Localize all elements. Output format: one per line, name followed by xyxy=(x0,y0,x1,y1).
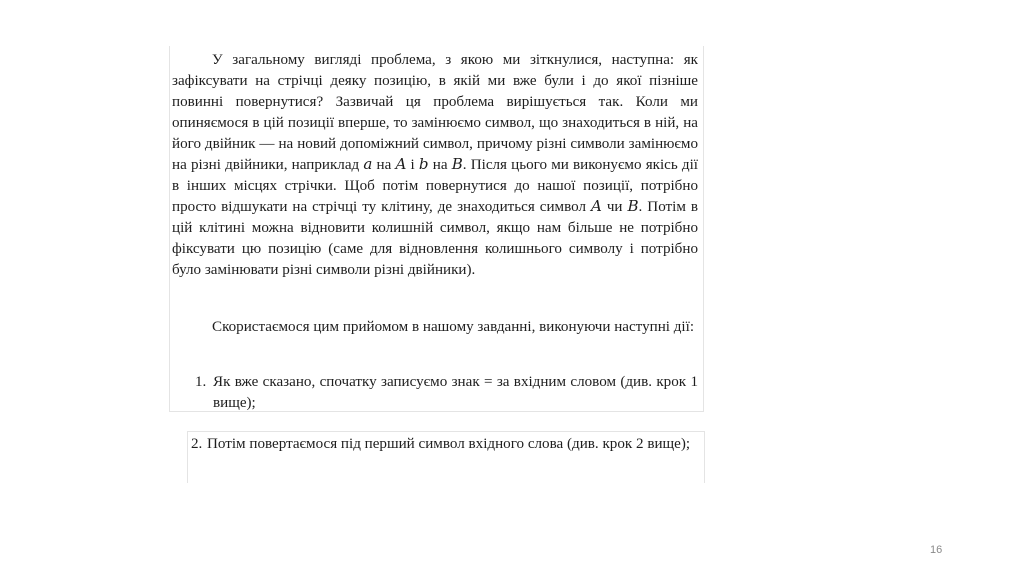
list-item-text: Як вже сказано, спочатку записуємо знак = за вхідним словом (див. крок 1 вище); xyxy=(213,374,698,411)
list-item-number: 2. xyxy=(191,436,203,452)
list-item xyxy=(191,434,698,455)
list-item-number: 1. xyxy=(195,374,207,390)
paragraph-intro: У загальному вигляді проблема, з якою ми зіткнулися, наступна: як зафіксувати на стрічці деяку позицію, в якій ми вже були і до якої пізніше повинні повернутися? Зазвичай ця проблема вирішується так. Коли ми опиняємося в цій позиції вперше, то замінюємо символ, що знаходиться в ній, на його двійник — на новий допоміжний символ, причому різні символи замінюємо на різні двійники, наприклад 𝑎 на 𝐴 і 𝑏 на 𝐵. Після цього ми виконуємо якісь дії в інших місцях стрічки. Щоб потім повернутися до нашої позиції, потрібно просто відшукати на стрічці ту клітину, де знаходиться символ 𝐴 чи 𝐵. Потім в цій клітині можна відновити колишній символ, якщо нам більше не потрібно фіксувати цю позицію (саме для відновлення колишнього символу і потрібно було замінювати різні символи різні двійники). xyxy=(172,52,698,278)
paragraph-method: Скористаємося цим прийомом в нашому завданні, виконуючи наступні дії: xyxy=(212,319,695,335)
page-number: 16 xyxy=(930,544,943,556)
list-item-text: Потім повертаємося під перший символ вхідного слова (див. крок 2 вище); xyxy=(207,436,691,452)
list-item xyxy=(195,372,698,414)
